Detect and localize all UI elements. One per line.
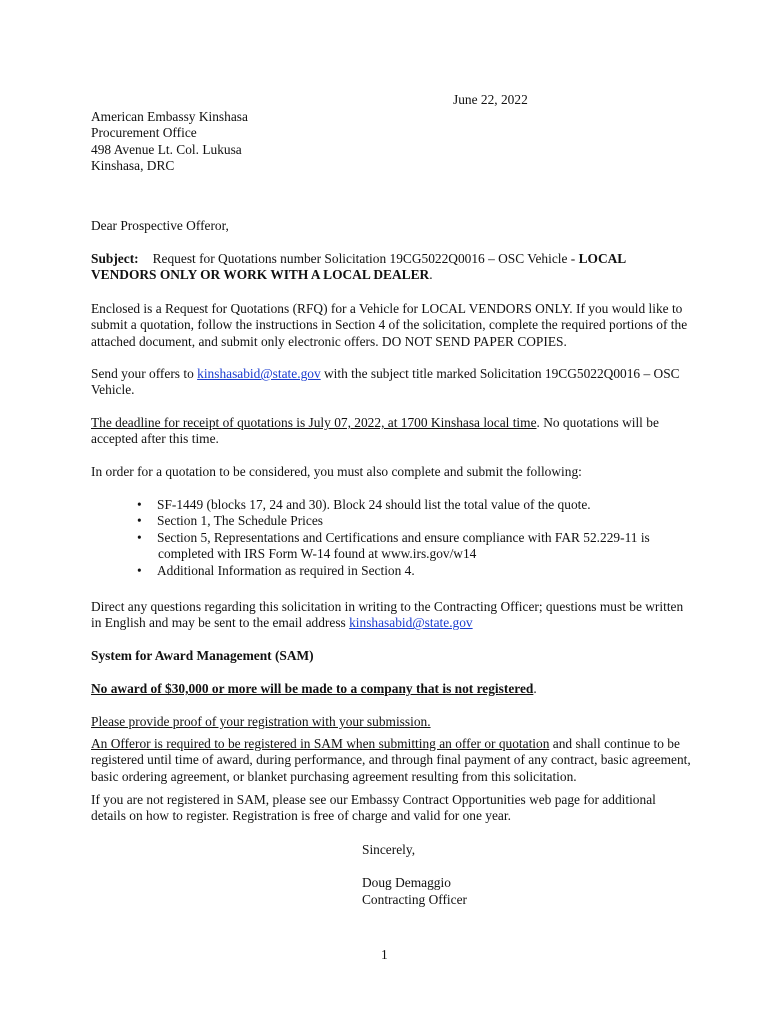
email-link[interactable]: kinshasabid@state.gov	[349, 615, 473, 631]
closing: Sincerely,	[362, 842, 416, 857]
subject-end: .	[429, 267, 433, 283]
offeror-rest: and shall continue to be registered until time of award, during performance, and through final payment of any contract, basic agreement, basic ordering agreement, or blanket purchasing agreement resulting from this solicitation.	[91, 736, 691, 784]
deadline-paragraph	[91, 415, 691, 448]
bullet-glyph: •	[137, 529, 142, 545]
questions-text: Direct any questions regarding this solicitation in writing to the Contracting Officer; questions must be written in English and may be sent to the email address	[91, 599, 684, 631]
send-offers-paragraph	[91, 366, 691, 399]
proof-statement: Please provide proof of your registration with your submission.	[91, 714, 431, 729]
requirements-list	[91, 497, 691, 579]
signature-block	[362, 842, 467, 908]
letter-date: June 22, 2022	[453, 92, 528, 107]
registration-paragraph: If you are not registered in SAM, please see our Embassy Contract Opportunities web page for additional details on how to register. Registration is free of charge and valid for one year.	[91, 792, 656, 824]
recipient-address	[91, 109, 691, 175]
order-intro: In order for a quotation to be considered, you must also complete and submit the following:	[91, 464, 582, 479]
list-item-continuation: completed with IRS Form W-14 found at www.irs.gov/w14	[158, 546, 477, 562]
no-award-end: .	[533, 681, 537, 696]
no-award-text: No award of $30,000 or more will be made to a company that is not registered	[91, 681, 534, 696]
send-prefix: Send your offers to	[91, 366, 198, 381]
address-line: Kinshasa, DRC	[91, 158, 175, 174]
list-item	[91, 497, 691, 513]
address-line: Procurement Office	[91, 125, 197, 141]
list-item	[91, 530, 691, 546]
subject-label: Subject:	[91, 251, 139, 266]
subject-bold-line2: VENDORS ONLY OR WORK WITH A LOCAL DEALER	[91, 267, 430, 283]
signer-name: Doug Demaggio	[362, 875, 451, 891]
subject-text: Request for Quotations number Solicitation 19CG5022Q0016 – OSC Vehicle -	[152, 251, 579, 266]
no-award-statement	[91, 681, 691, 697]
address-line: American Embassy Kinshasa	[91, 109, 248, 124]
sam-heading: System for Award Management (SAM)	[91, 648, 314, 663]
subject-line	[91, 251, 691, 284]
page-number: 1	[381, 947, 388, 962]
list-item	[91, 563, 691, 579]
bullet-glyph: •	[137, 562, 142, 578]
signer-title: Contracting Officer	[362, 891, 467, 907]
list-item-text: SF-1449 (blocks 17, 24 and 30). Block 24 should list the total value of the quote.	[157, 497, 591, 512]
email-link[interactable]: kinshasabid@state.gov	[197, 366, 321, 381]
enclosed-paragraph: Enclosed is a Request for Quotations (RFQ) for a Vehicle for LOCAL VENDORS ONLY. If you would like to submit a quotation, follow the instructions in Section 4 of the solicitation, complete the required portions of the attached document, and submit only electronic offers. DO NOT SEND PAPER COPIES.	[91, 301, 688, 349]
subject-bold: LOCAL	[578, 251, 627, 266]
send-suffix: with the subject title marked Solicitation 19CG5022Q0016 – OSC Vehicle.	[91, 366, 680, 398]
list-item-text: Section 1, The Schedule Prices	[157, 513, 323, 529]
questions-paragraph	[91, 599, 691, 632]
bullet-glyph: •	[137, 513, 142, 529]
list-item-text: Section 5, Representations and Certifications and ensure compliance with FAR 52.229-11 is	[157, 529, 650, 545]
salutation: Dear Prospective Offeror,	[91, 218, 229, 233]
bullet-glyph: •	[137, 497, 142, 512]
list-item	[91, 513, 691, 529]
offeror-underlined: An Offeror is required to be registered in SAM when submitting an offer or quotation	[91, 736, 550, 751]
address-line: 498 Avenue Lt. Col. Lukusa	[91, 141, 242, 157]
list-item-text: Additional Information as required in Section 4.	[157, 562, 415, 578]
offeror-paragraph	[91, 736, 691, 785]
deadline-rest: . No quotations will be accepted after this time.	[91, 415, 659, 447]
deadline-underlined: The deadline for receipt of quotations is July 07, 2022, at 1700 Kinshasa local time	[91, 415, 537, 430]
